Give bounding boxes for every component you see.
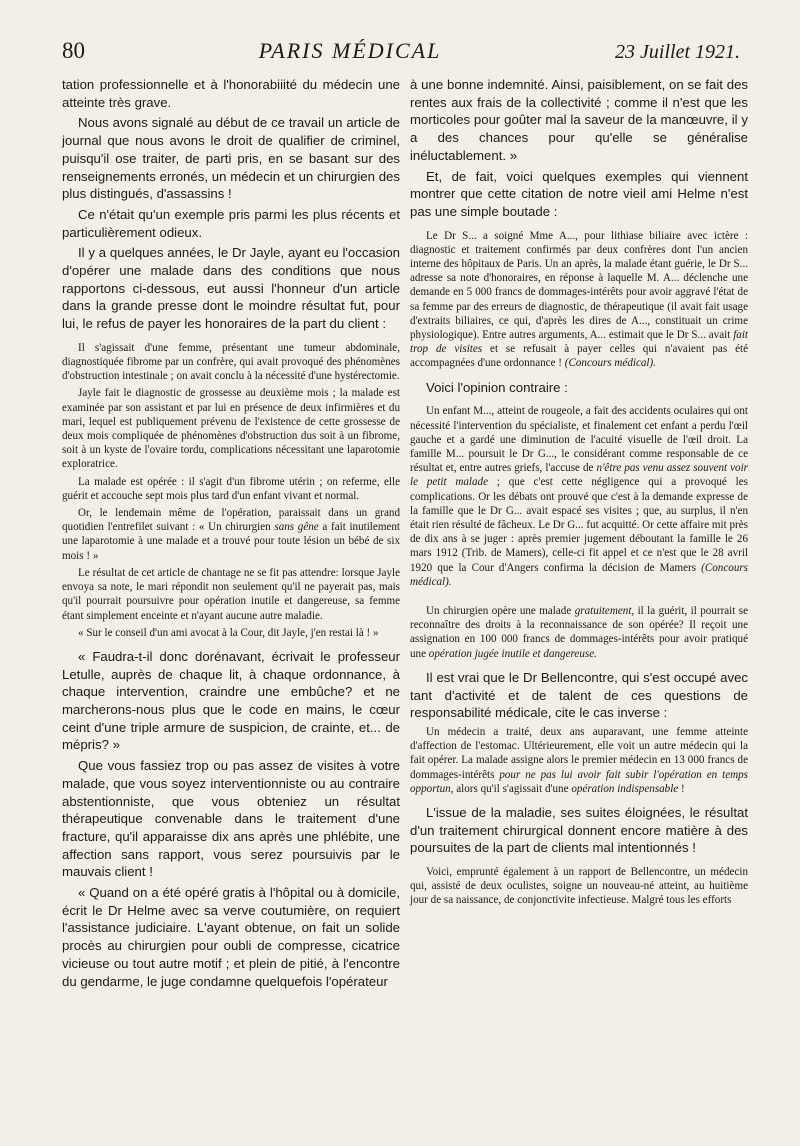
quote-paragraph: Voici, emprunté également à un rapport de Bellencontre, un médecin qui, assisté de deux oculistes, soigne un nouveau-né atteint, au huitième jour de sa naissance, de conjonctivite infectieuse. Malgré tous les efforts xyxy=(410,866,748,907)
quote-paragraph: Jayle fait le diagnostic de grossesse au deuxième mois ; la malade est examinée par son assistant et par lui en présence de deux infirmières et du mari, lequel est publiquement prévenu de l'existence de cette grossesse de deux mois compliquée de phénomènes d'obstruction dus soit à un fibrome, soit à un kyste de l'ovaire tordu, complications nécessitant une laparotomie exploratrice. xyxy=(62,387,400,471)
text-run: , il la guérit, il pourrait se reconnaître des droits à la reconnaissance de son opérée? Il reçoit une assignation en 100 000 francs de dommages-intérêts pour avoir pratiqué une xyxy=(410,605,748,660)
text-run: ! xyxy=(678,782,685,795)
paragraph: tation professionnelle et à l'honorabiiité du médecin une atteinte très grave. xyxy=(62,77,400,110)
left-column xyxy=(62,76,400,993)
italic-run: fait trop de visites xyxy=(410,329,748,356)
quote-paragraph: La malade est opérée : il s'agit d'un fibrome utérin ; on referme, elle guérit et accouche sept mois plus tard d'un enfant vivant et normal. xyxy=(62,475,400,502)
paragraph: Il est vrai que le Dr Bellencontre, qui s'est occupé avec tant d'activité et de talent de ces questions de responsabilité médicale, cite le cas inverse : xyxy=(410,669,748,721)
text-run: Un enfant M..., atteint de rougeole, a fait des accidents oculaires qui ont nécessité l'intervention du spécialiste, et finalement cet enfant a perdu l'œil gauche et a gardé une diminution de l'acuité visuelle de l'œil droit. La famille M... poursuit le Dr G..., le considérant comme responsable de ce résultat et, entre autres griefs, l'accuse de xyxy=(410,405,748,475)
paragraph: à une bonne indemnité. Ainsi, paisiblement, on se fait des rentes aux frais de la collectivité ; comme il n'est que les morticoles pour goûter mal la saveur de la manœuvre, il y a des chances pour qu'elle se généralise inéluctablement. » xyxy=(410,77,748,163)
text-run: Un chirurgien opère une malade xyxy=(426,605,575,617)
quote-paragraph: Il s'agissait d'une femme, présentant une tumeur abdominale, diagnostiquée fibrome par un confrère, qui avait provoqué des phénomènes d'obstruction intestinale ; on avait conclu à la nécessité d'une hystérectomie. xyxy=(62,341,400,383)
text-run: Le Dr S... a soigné Mme A..., pour lithiase biliaire avec ictère : diagnostic et traitement confirmés par deux confrères dont l'un ancien interne des hôpitaux de Paris. Un an après, la malade étant guérie, le Dr S... adresse sa note d'honoraires, en réponse à laquelle M. A... déclenche une demande en 5 000 francs de dommages-intérêts pour avoir aggravé l'état de sa femme par des erreurs de diagnostic, de thérapeutique (il avait fait usage d'extraits biliaires, ce qui, d'après les dires de A..., constituait un crime physiologique). Entre autres arguments, A... estimait que le Dr S... avait xyxy=(410,229,748,342)
paragraph: Que vous fassiez trop ou pas assez de visites à votre malade, que vous soyez interventionniste ou au contraire abstentionniste, que vous obteniez un résultat thérapeutique convenable dans le traitement d'une fracture, qu'il apparaisse dix ans après une phlébite, une affection sans rapport, vous serez poursuivis par le mauvais client ! xyxy=(62,758,400,880)
paragraph: Nous avons signalé au début de ce travail un article de journal que nous avons le droit de qualifier de criminel, puisqu'il ose traiter, de parti pris, en se basant sur des renseignements erronés, un médecin et un chirurgien des plus distingués, d'assassins ! xyxy=(62,115,400,202)
quote-paragraph xyxy=(410,229,748,371)
text-run: Or, le lendemain même de l'opération, paraissait dans un grand quotidien l'entrefilet suivant : « Un chirurgien xyxy=(62,507,400,534)
italic-run: opération indispensable xyxy=(571,782,679,795)
text-run: a fait inutilement une laparotomie à une malade et a trouvé pour toute lésion un bébé de six mois ! » xyxy=(62,521,400,562)
paragraph: « Quand on a été opéré gratis à l'hôpital ou à domicile, écrit le Dr Helme avec sa verve coutumière, on requiert l'assistance judiciaire. L'ayant obtenue, on fait un solide procès au chirurgien pour oubli de compresse, cicatrice vicieuse ou tout autre motif ; et plein de pitié, à l'encontre du gendarme, le juge condamne quelquefois l'opérateur xyxy=(62,885,400,989)
right-column xyxy=(410,76,748,911)
paragraph: L'issue de la maladie, ses suites éloignées, le résultat d'un traitement chirurgical donnent encore matière à des poursuites de la part de clients mal intentionnés ! xyxy=(410,804,748,856)
issue-date: 23 Juillet 1921. xyxy=(615,41,740,63)
page-header xyxy=(62,38,740,72)
quote-paragraph xyxy=(410,725,748,796)
italic-run: gratuitement xyxy=(574,605,632,617)
text-run: et se refusait à payer celles qui n'avaient pas été accompagnées d'une ordonnance ! xyxy=(410,343,749,370)
paragraph: « Faudra-t-il donc dorénavant, écrivait le professeur Letulle, auprès de chaque lit, à chaque ordonnance, à chaque intervention, craindre une embûche? et ne marcherons-nous plus que le code en mains, le cœur ceint d'une triple armure de suspicion, de crainte, et... de mépris? » xyxy=(62,648,400,753)
text-run: ; que c'est cette négligence qui a provoqué les complications. Or les débats ont prouvé que c'est à la demande expresse de la famille que le Dr G... avait espacé ses visites ; que, au surplus, il n'en était rien résulté de fâcheux. Le Dr G... fut acquitté. Or cette affaire mit près de dix ans à se juger : après premier jugement déboutant la famille le 26 mars 1912 (Trib. de Mamers), celle-ci fit appel et ce n'est que le 28 avril 1920 que la Cour d'Angers confirma la décision de Mamers xyxy=(410,476,748,574)
quote-paragraph: Le résultat de cet article de chantage ne se fit pas attendre: lorsque Jayle envoya sa note, le mari répondit non seulement qu'il ne payerait pas, mais qu'il pourrait poursuivre pour opération inutile et dangereuse, sa femme étant simplement enceinte et n'ayant aucune autre maladie. xyxy=(62,566,400,622)
source-citation: (Concours médical). xyxy=(564,357,656,370)
text-run: Un médecin a traité, deux ans auparavant, une femme atteinte d'affection de l'estomac. Ultérieurement, elle voit un autre médecin qui la fait opérer. La malade assigne alors le premier médecin en 13 000 francs de dommages-intérêts xyxy=(410,725,748,781)
quote-paragraph xyxy=(410,404,748,589)
quote-paragraph xyxy=(62,506,400,563)
paragraph: Voici l'opinion contraire : xyxy=(426,379,568,395)
quote-paragraph xyxy=(410,604,748,661)
text-run: , alors qu'il s'agissait d'une xyxy=(450,782,572,795)
italic-run: pour ne pas lui avoir fait subir l'opération en temps opportun xyxy=(410,768,749,795)
paragraph: Il y a quelques années, le Dr Jayle, ayant eu l'occasion d'opérer une malade dans des conditions que nous rapportons ci-dessous, eut aussi l'honneur d'un article dans la grande presse dont le moindre résultat fut, pour lui, le refus de payer les honoraires de la part du client : xyxy=(62,245,400,332)
journal-title: PARIS MÉDICAL xyxy=(258,38,442,63)
quote-paragraph: « Sur le conseil d'un ami avocat à la Cour, dit Jayle, j'en restai là ! » xyxy=(78,626,379,639)
page-number: 80 xyxy=(62,38,85,63)
italic-run: sans gêne xyxy=(274,521,319,534)
source-citation: (Concours médical). xyxy=(410,561,748,588)
paragraph: Ce n'était qu'un exemple pris parmi les plus récents et particulièrement odieux. xyxy=(62,206,400,240)
paragraph: Et, de fait, voici quelques exemples qui viennent montrer que cette citation de notre vieil ami Helme n'est pas une simple boutade : xyxy=(410,168,748,219)
italic-run: opération jugée inutile et dangereuse. xyxy=(428,647,597,660)
italic-run: n'être pas venu assez souvent voir le petit malade xyxy=(410,462,748,489)
